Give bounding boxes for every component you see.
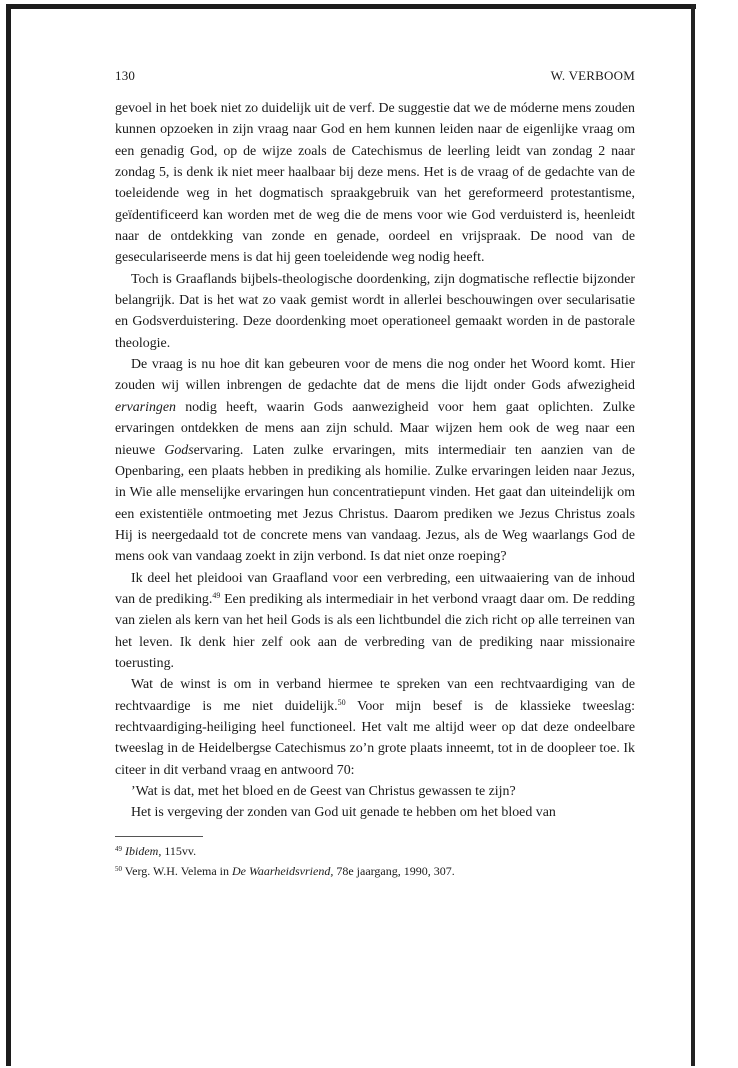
footnote-49-text: 115vv. (161, 843, 197, 858)
paragraph-7-quote (115, 802, 635, 823)
paragraph-3-text-c: ervaring. Laten zulke ervaringen, mits intermediair ten aanzien van de Openbaring, een plaats hebben in prediking als homilie. Zulke ervaringen leiden naar Jezus, in Wie alle menselijke ervaringen hun concentratiepunt vinden. Het gaat dan uiteindelijk om een existentiële ontmoeting met Jezus Christus. Daarom prediken we Jezus Christus zoals Hij is neergedaald tot de concrete mens van vandaag. Jezus, als de Weg waarlangs God de mens ook van vandaag zoekt in zijn verbond. Is dat niet onze roeping? (115, 442, 636, 565)
paragraph-6-quote (115, 781, 635, 802)
footnote-50-text-b: 78e jaargang, 1990, 307. (333, 863, 455, 878)
paragraph-4-text-b: Een prediking als intermediair in het verbond vraagt daar om. De redding van zielen als kern van het heil Gods is als een lichtbundel die zich richt op alle terreinen van het leven. Ik denk hier zelf ook aan de verbreding van de prediking naar missionaire toerusting. (115, 591, 635, 671)
paragraph-1-text: gevoel in het boek niet zo duidelijk uit de verf. De suggestie dat we de móderne mens zouden kunnen opzoeken in zijn vraag naar God en hem kunnen leiden naar de eigenlijke vraag om een genadig God, op de wijze zoals de Catechismus de leerling leidt van zondag 2 naar zondag 5, is denk ik niet meer haalbaar bij deze mens. Het is de vraag of de gedachte van de toeleidende weg in het dogmatisch spraakgebruik van het gereformeerd protestantisme, geïdentificeerd kan worden met de weg die de mens voor wie God verduisterd is, heenleidt naar de ontdekking van zonde en genade, oordeel en vrijspraak. De nood van de geseculariseerde mens is dat hij geen toeleidende weg nodig heeft. (115, 101, 635, 266)
running-head (115, 68, 635, 84)
footnote-50-text-a: Verg. W.H. Velema in (124, 863, 233, 878)
footnote-49-number: 49 (115, 844, 122, 853)
paragraph-4 (115, 568, 635, 675)
paragraph-1 (115, 98, 635, 269)
footnote-rule (115, 836, 203, 837)
paragraph-3 (115, 354, 635, 567)
quote-question: ’Wat is dat, met het bloed en de Geest van Christus gewassen te zijn? (131, 784, 516, 799)
book-page (115, 68, 635, 881)
paragraph-4-text-a: Ik deel het pleidooi van Graafland voor een verbreding, een uitwaaiering van de inhoud van de prediking. (115, 570, 635, 607)
footnote-50-number: 50 (115, 864, 122, 873)
paragraph-2 (115, 269, 635, 354)
scan-edge-left (6, 4, 11, 1066)
paragraph-5 (115, 674, 635, 781)
footnote-50 (115, 861, 635, 881)
scan-edge-right (691, 4, 695, 1066)
paragraph-3-text-b: nodig heeft, waarin Gods aanwezigheid voor hem gaat oplichten. Zulke ervaringen ontdekken de mens aan zijn schuld. Maar wijzen hem ook de weg naar een nieuwe (115, 399, 635, 458)
footnote-49 (115, 841, 635, 861)
footnote-ref-50[interactable]: 50 (337, 697, 346, 707)
scan-edge-top (6, 4, 696, 9)
paragraph-3-italic-ervaringen: ervaringen (115, 399, 176, 415)
footnote-ref-49[interactable]: 49 (212, 590, 221, 600)
quote-answer: Het is vergeving der zonden van God uit genade te hebben om het bloed van (131, 805, 556, 821)
footnote-49-italic: Ibidem, (125, 843, 162, 858)
paragraph-5-text-b: Voor mijn besef is de klassieke tweeslag: rechtvaardiging-heiliging heel functioneel. Het valt me altijd weer op dat deze ondeelbare tweeslag in de Heidelbergse Catechismus zo’n grote plaats inneemt, tot in de doopleer toe. Ik citeer in dit verband vraag en antwoord 70: (115, 698, 635, 778)
paragraph-3-text-a: De vraag is nu hoe dit kan gebeuren voor de mens die nog onder het Woord komt. Hier zouden wij willen inbrengen de gedachte dat de mens die lijdt onder Gods afwezigheid (115, 357, 635, 394)
running-head-author: W. VERBOOM (550, 68, 635, 83)
paragraph-2-text: Toch is Graaflands bijbels-theologische doordenking, zijn dogmatische reflectie bijzonder belangrijk. Dat is het wat zo vaak gemist wordt in allerlei beschouwingen over secularisatie en Godsverduistering. Deze doordenking moet operationeel gemaakt worden in de pastorale theologie. (115, 271, 635, 351)
paragraph-3-italic-gods: Gods (164, 442, 194, 458)
page-number: 130 (115, 68, 136, 83)
footnote-50-italic: De Waarheidsvriend, (232, 863, 334, 878)
paragraph-5-text-a: Wat de winst is om in verband hiermee te spreken van een rechtvaardiging van de rechtvaardige is me niet duidelijk. (115, 677, 635, 714)
body-text (115, 98, 635, 824)
